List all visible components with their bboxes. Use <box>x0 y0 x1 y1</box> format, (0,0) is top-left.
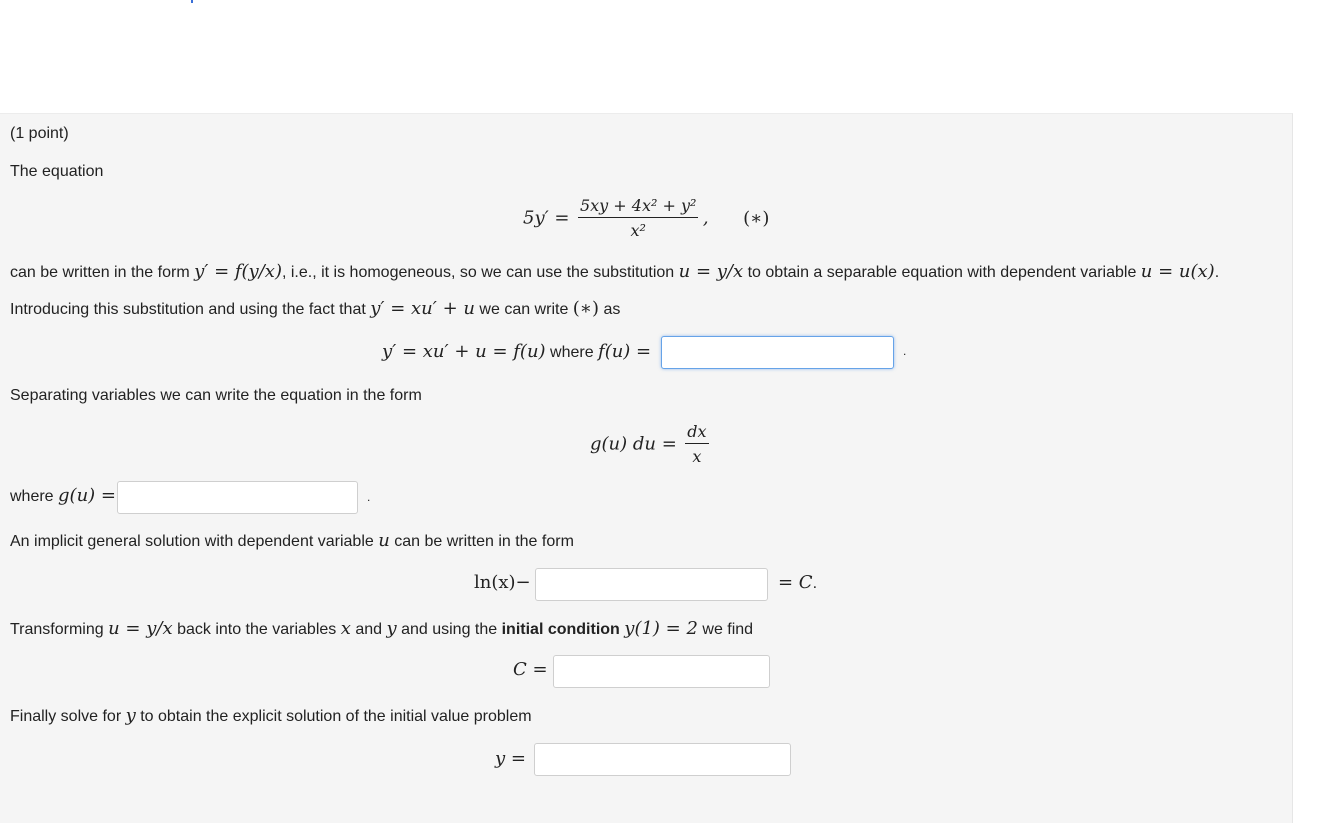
implicit-solution-input[interactable] <box>535 568 768 601</box>
separated-equation <box>590 422 709 466</box>
transform-text-3: and <box>350 621 387 638</box>
sentence2-text-1: Introducing this substitution and using the fact that <box>10 301 371 318</box>
f-line-period: . <box>903 344 907 358</box>
g-line-where: where <box>10 488 59 505</box>
sentence1-text-1: can be written in the form <box>10 264 195 281</box>
implicit-text-1: An implicit general solution with dependent variable <box>10 533 379 550</box>
sentence1-math-2: u = y/x <box>678 261 744 282</box>
transform-math-3: y <box>386 618 397 639</box>
sentence1-math-3: u = u(x) <box>1140 261 1215 282</box>
sentence2-math-2: (∗) <box>572 298 600 319</box>
top-marker <box>191 0 193 3</box>
sentence1-text-2: , i.e., it is homogeneous, so we can use the substitution <box>281 264 679 281</box>
g-line-lhs: g(u) = <box>58 485 116 506</box>
g-equation-denominator: x <box>692 447 702 466</box>
substitution-sentence <box>10 298 620 319</box>
sentence2-text-3: as <box>599 301 621 318</box>
main-equation <box>523 196 769 240</box>
transform-math-2: x <box>340 618 351 639</box>
implicit-math: u <box>378 530 390 551</box>
f-of-u-input[interactable] <box>661 336 894 369</box>
intro-text: The equation <box>10 163 104 180</box>
transform-text-2: back into the variables <box>172 621 341 638</box>
equation-tag: (∗) <box>743 207 770 229</box>
transform-math-1: u = y/x <box>108 618 173 639</box>
sentence1-text-3: to obtain a separable equation with dependent variable <box>743 264 1141 281</box>
homogeneous-sentence <box>10 261 1219 282</box>
initial-condition-label: initial condition <box>501 621 620 638</box>
g-line-period: . <box>367 490 371 504</box>
main-equation-fraction <box>578 196 698 240</box>
f-line-math: y′ = xu′ + u = f(u) <box>382 341 546 362</box>
main-equation-denominator: x² <box>630 221 646 240</box>
problem-panel <box>0 113 1293 823</box>
constant-c-input[interactable] <box>553 655 770 688</box>
ln-rhs-period: . <box>812 575 818 592</box>
finally-text-2: to obtain the explicit solution of the initial value problem <box>135 708 532 725</box>
sentence1-text-4: . <box>1214 264 1220 281</box>
g-equation-lhs: g(u) du = <box>590 433 677 455</box>
ln-rhs-math: = C <box>778 572 813 593</box>
main-equation-numerator: 5xy + 4x² + y² <box>578 196 698 218</box>
transform-text-1: Transforming <box>10 621 109 638</box>
main-equation-lhs: 5y′ = <box>523 207 570 229</box>
y-lhs: y = <box>495 748 526 769</box>
sentence1-math-1: y′ = f(y/x) <box>194 261 282 282</box>
finally-math: y <box>125 705 136 726</box>
separating-text: Separating variables we can write the equation in the form <box>10 387 422 404</box>
implicit-text <box>10 530 574 551</box>
implicit-text-2: can be written in the form <box>389 533 574 550</box>
points-label: (1 point) <box>10 125 69 142</box>
sentence2-text-2: we can write <box>474 301 573 318</box>
transform-text <box>10 618 753 639</box>
c-lhs: C = <box>513 659 548 680</box>
transform-text-4: and using the <box>396 621 502 638</box>
explicit-solution-input[interactable] <box>534 743 791 776</box>
g-line <box>10 485 116 506</box>
main-equation-comma: , <box>702 207 709 229</box>
g-equation-numerator: dx <box>685 422 708 444</box>
ln-rhs <box>778 572 817 593</box>
g-equation-fraction <box>685 422 708 466</box>
f-line-lhs: f(u) = <box>598 341 652 362</box>
sentence2-math-1: y′ = xu′ + u <box>370 298 475 319</box>
g-of-u-input[interactable] <box>117 481 358 514</box>
finally-text-1: Finally solve for <box>10 708 126 725</box>
transform-text-6: we find <box>697 621 754 638</box>
f-equation <box>382 341 651 362</box>
ln-lhs: ln(x)− <box>474 572 531 593</box>
transform-math-4: y(1) = 2 <box>624 618 698 639</box>
finally-text <box>10 705 532 726</box>
f-line-where: where <box>545 344 599 361</box>
